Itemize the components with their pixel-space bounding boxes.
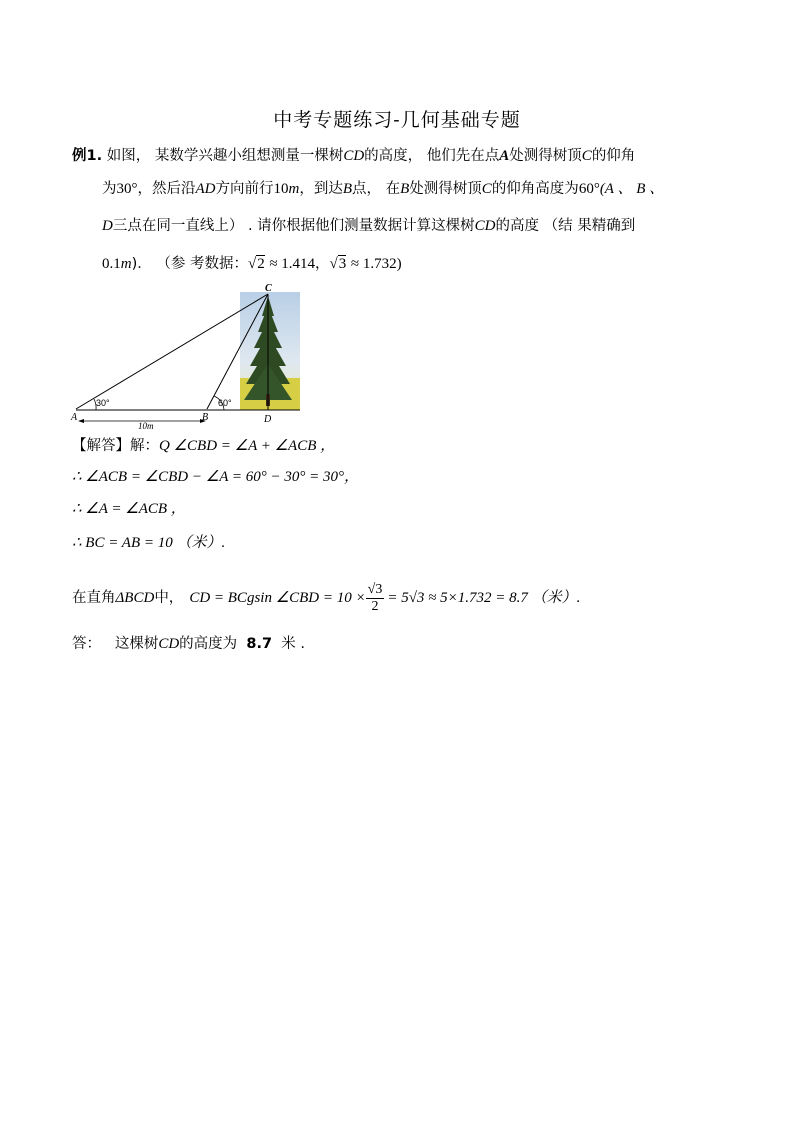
- var: C: [581, 148, 592, 164]
- label-B: B: [202, 412, 209, 423]
- solution-line-5: [72, 578, 580, 618]
- var: D: [102, 218, 113, 234]
- problem-line-4: 0.1m)． （参 考数据：√2 ≈ 1.414，√3 ≈ 1.732): [102, 256, 402, 272]
- var: B: [342, 181, 353, 197]
- label-D: D: [264, 414, 272, 425]
- text: )． （参 考数据：: [131, 256, 248, 272]
- solution-line-1: [72, 436, 335, 456]
- answer-line: [72, 634, 305, 654]
- page-title: 中考专题练习-几何基础专题: [273, 109, 521, 131]
- text: 的高度 （结 果精确到: [495, 218, 636, 234]
- fraction-numerator: √3: [367, 581, 383, 597]
- solution-line-3: [72, 499, 186, 519]
- line-AC: [76, 294, 268, 409]
- answer-value: 8.7: [246, 636, 273, 652]
- math: ∴ ∠ACB = ∠CBD − ∠A = 60° − 30° = 30°，: [72, 469, 359, 485]
- solution-line-2: [72, 467, 359, 487]
- problem-line-3: [102, 216, 635, 236]
- text: 方向前行: [215, 181, 274, 197]
- text: 的仰角高度为: [491, 181, 579, 197]
- solution-line-4: [72, 533, 225, 553]
- fraction: [366, 582, 385, 615]
- var: AD: [195, 181, 216, 197]
- text: ，到达: [299, 181, 343, 197]
- unit: m: [120, 256, 132, 272]
- text: 如图， 某数学兴趣小组想测量一棵树: [106, 148, 344, 164]
- solution-heading: 【解答】解：: [72, 438, 159, 454]
- answer-label: 答：: [72, 636, 101, 652]
- var: C: [481, 181, 492, 197]
- label-C: C: [265, 283, 272, 294]
- text: 这棵树: [114, 636, 159, 652]
- angle: 60°: [578, 181, 600, 197]
- text: 中，: [154, 590, 184, 606]
- unit: m: [288, 181, 300, 197]
- text: 在直角: [72, 590, 116, 606]
- math: CD = BCgsin ∠CBD = 10 ×: [189, 590, 366, 606]
- math: ∴ ∠A = ∠ACB ，: [72, 501, 186, 517]
- triangle-figure: [68, 282, 304, 430]
- sqrt-2: 2: [257, 256, 265, 272]
- answer-unit: 米 .: [281, 636, 306, 652]
- text: 的仰角: [591, 148, 636, 164]
- text: 为: [102, 181, 117, 197]
- text: 处测得树顶: [509, 148, 582, 164]
- angle-label-30: 30°: [96, 398, 110, 408]
- text: 的高度为: [179, 636, 238, 652]
- var: A: [499, 148, 510, 164]
- text: ，然后沿: [137, 181, 196, 197]
- math: ΔBCD: [115, 590, 155, 606]
- math: Q ∠CBD = ∠A + ∠ACB ，: [159, 438, 336, 454]
- num: ≈ 1.414: [269, 256, 316, 272]
- num: 10: [273, 181, 289, 197]
- fraction-denominator: 2: [371, 598, 379, 614]
- var: (A 、 B 、: [599, 181, 665, 197]
- problem-line-2: [102, 179, 664, 199]
- num: ≈ 1.732): [350, 256, 402, 272]
- problem-line-1: [72, 146, 635, 166]
- math: = 5√3 ≈ 5×1.732 = 8.7 （米）.: [387, 590, 581, 606]
- text: 的高度， 他们先在点: [364, 148, 500, 164]
- text: 三点在同一直线上） . 请你根据他们测量数据计算这棵树: [112, 218, 475, 234]
- distance-label: 10m: [138, 421, 154, 430]
- text: 处测得树顶: [409, 181, 482, 197]
- sqrt-3: 3: [338, 256, 347, 272]
- var: CD: [343, 148, 365, 164]
- var: CD: [158, 636, 180, 652]
- problem-label: 例1.: [72, 148, 103, 164]
- figure-svg: [68, 282, 304, 430]
- math: ∴ BC = AB = 10 （米）.: [72, 535, 226, 551]
- label-A: A: [71, 412, 78, 423]
- num: 0.1: [102, 256, 121, 272]
- angle: 30°: [116, 181, 138, 197]
- text: 点， 在: [352, 181, 401, 197]
- var: B: [400, 181, 410, 197]
- angle-label-60: 60°: [218, 398, 232, 408]
- var: CD: [474, 218, 496, 234]
